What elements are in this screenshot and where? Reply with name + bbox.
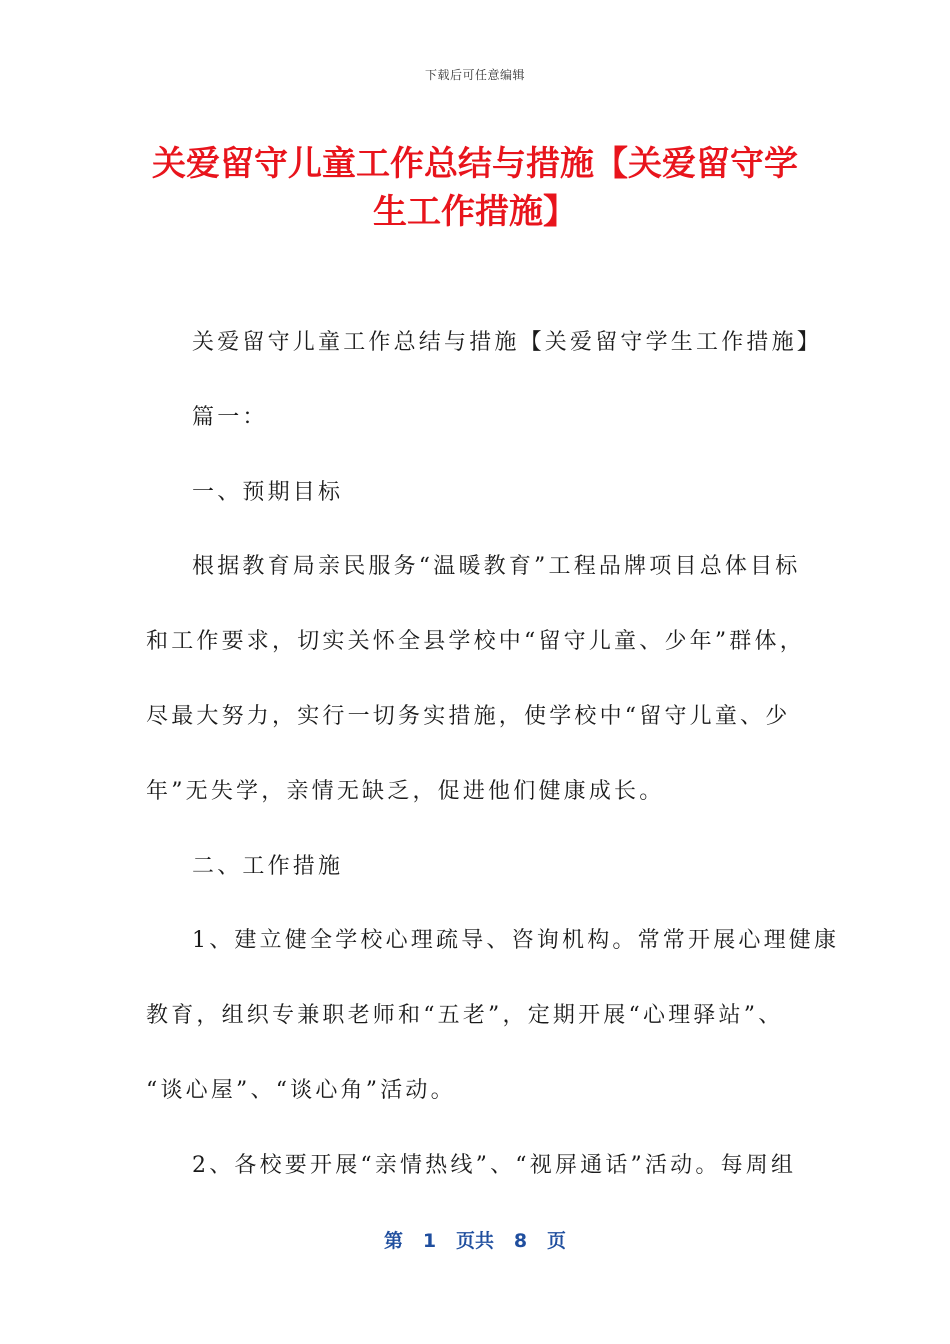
footer-middle: 页共	[455, 1230, 494, 1252]
measure-1-line-1: 1、建立健全学校心理疏导、咨询机构。常常开展心理健康	[192, 928, 840, 953]
document-title-line-1: 关爱留守儿童工作总结与措施【关爱留守学	[152, 144, 798, 184]
measure-2-line-1: 2、各校要开展“亲情热线”、“视屏通话”活动。每周组	[192, 1153, 797, 1178]
footer-page-current: 1	[422, 1230, 437, 1252]
document-title-line-2: 生工作措施】	[373, 192, 577, 232]
section-heading-measures: 二、工作措施	[192, 854, 344, 879]
paragraph-goals-line-4: 年”无失学，亲情无缺乏，促进他们健康成长。	[146, 779, 665, 804]
header-note: 下载后可任意编辑	[424, 68, 525, 82]
footer-suffix: 页	[546, 1230, 566, 1252]
section-label-part-one: 篇一：	[192, 405, 268, 430]
section-heading-goals: 一、预期目标	[192, 480, 344, 505]
footer-page-total: 8	[513, 1230, 528, 1252]
document-title	[140, 140, 810, 236]
measure-1-line-2: 教育，组织专兼职老师和“五老”，定期开展“心理驿站”、	[146, 1003, 784, 1028]
paragraph-goals-line-3: 尽最大努力，实行一切务实措施，使学校中“留守儿童、少	[146, 704, 791, 729]
paragraph-goals-line-1: 根据教育局亲民服务“温暖教育”工程品牌项目总体目标	[192, 554, 801, 579]
measure-1-line-3: “谈心屋”、“谈心角”活动。	[146, 1078, 456, 1103]
footer-prefix: 第	[384, 1230, 404, 1252]
page-footer	[0, 1226, 950, 1253]
paragraph-goals-line-2: 和工作要求，切实关怀全县学校中“留守儿童、少年”群体，	[146, 629, 805, 654]
paragraph-heading-repeat: 关爱留守儿童工作总结与措施【关爱留守学生工作措施】	[192, 330, 823, 355]
